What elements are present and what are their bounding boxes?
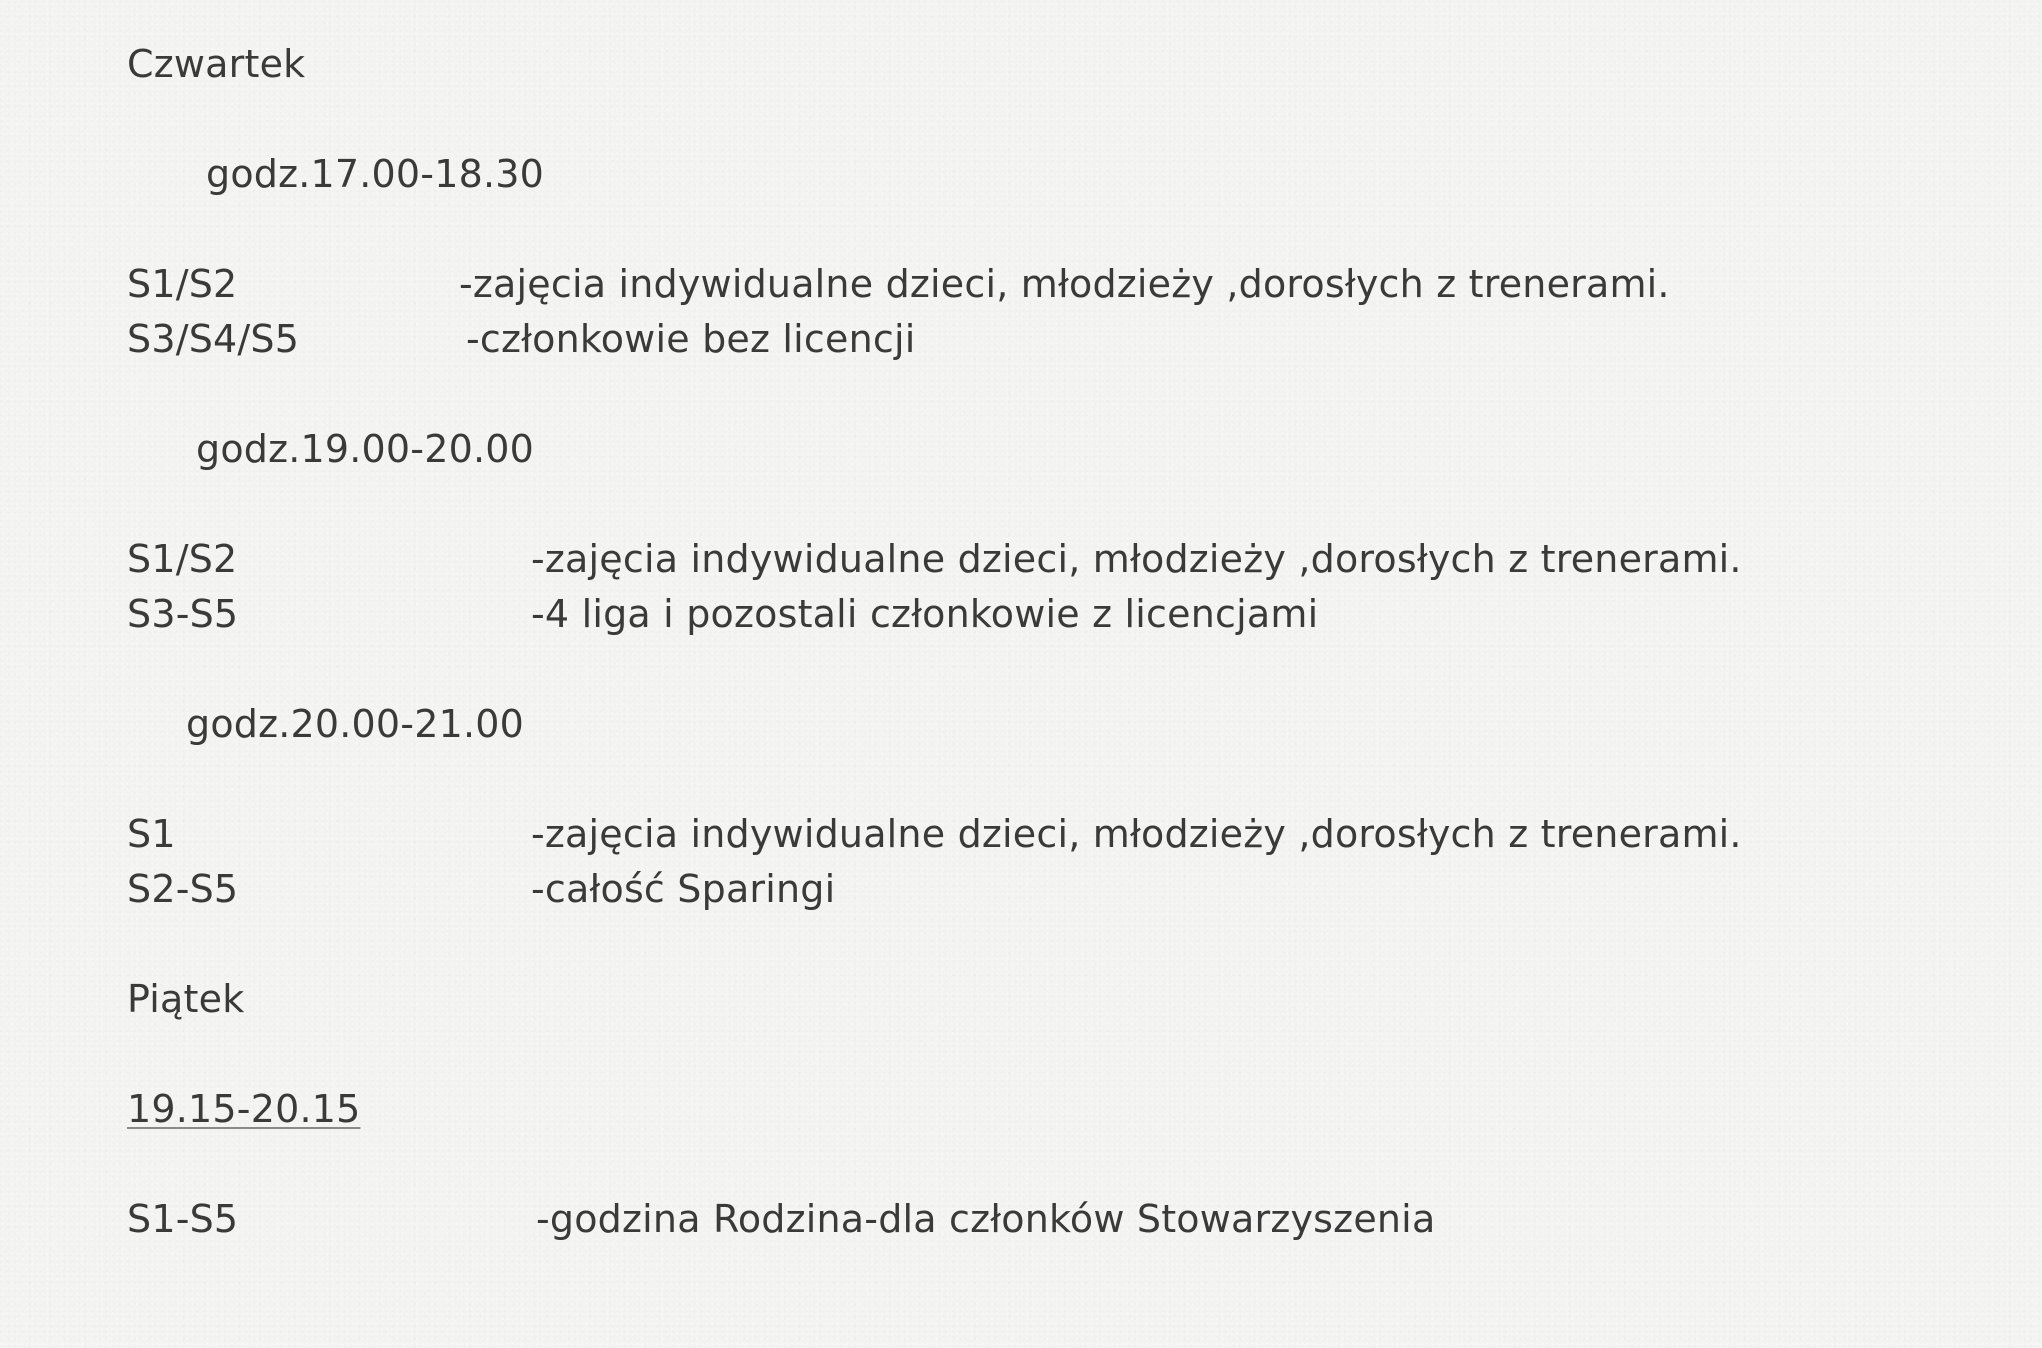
group-description: -całość Sparingi xyxy=(531,867,836,911)
group-description: -zajęcia indywidualne dzieci, młodzieży ,dorosłych z trenerami. xyxy=(459,262,1670,306)
day-heading-friday: Piątek xyxy=(127,977,245,1021)
group-description: -godzina Rodzina-dla członków Stowarzyszenia xyxy=(536,1197,1436,1241)
time-heading: godz.19.00-20.00 xyxy=(196,427,535,471)
group-label: S1/S2 xyxy=(127,537,238,581)
time-heading: 19.15-20.15 xyxy=(127,1087,361,1131)
group-description: -zajęcia indywidualne dzieci, młodzieży ,dorosłych z trenerami. xyxy=(531,537,1742,581)
day-heading-thursday: Czwartek xyxy=(127,42,306,86)
group-label: S1-S5 xyxy=(127,1197,239,1241)
group-description: -zajęcia indywidualne dzieci, młodzieży ,dorosłych z trenerami. xyxy=(531,812,1742,856)
group-label: S1 xyxy=(127,812,176,856)
group-label: S3/S4/S5 xyxy=(127,317,300,361)
group-description: -4 liga i pozostali członkowie z licencjami xyxy=(531,592,1319,636)
group-description: -członkowie bez licencji xyxy=(466,317,916,361)
time-heading: godz.17.00-18.30 xyxy=(206,152,545,196)
group-label: S3-S5 xyxy=(127,592,239,636)
time-heading: godz.20.00-21.00 xyxy=(186,702,525,746)
group-label: S2-S5 xyxy=(127,867,239,911)
group-label: S1/S2 xyxy=(127,262,238,306)
